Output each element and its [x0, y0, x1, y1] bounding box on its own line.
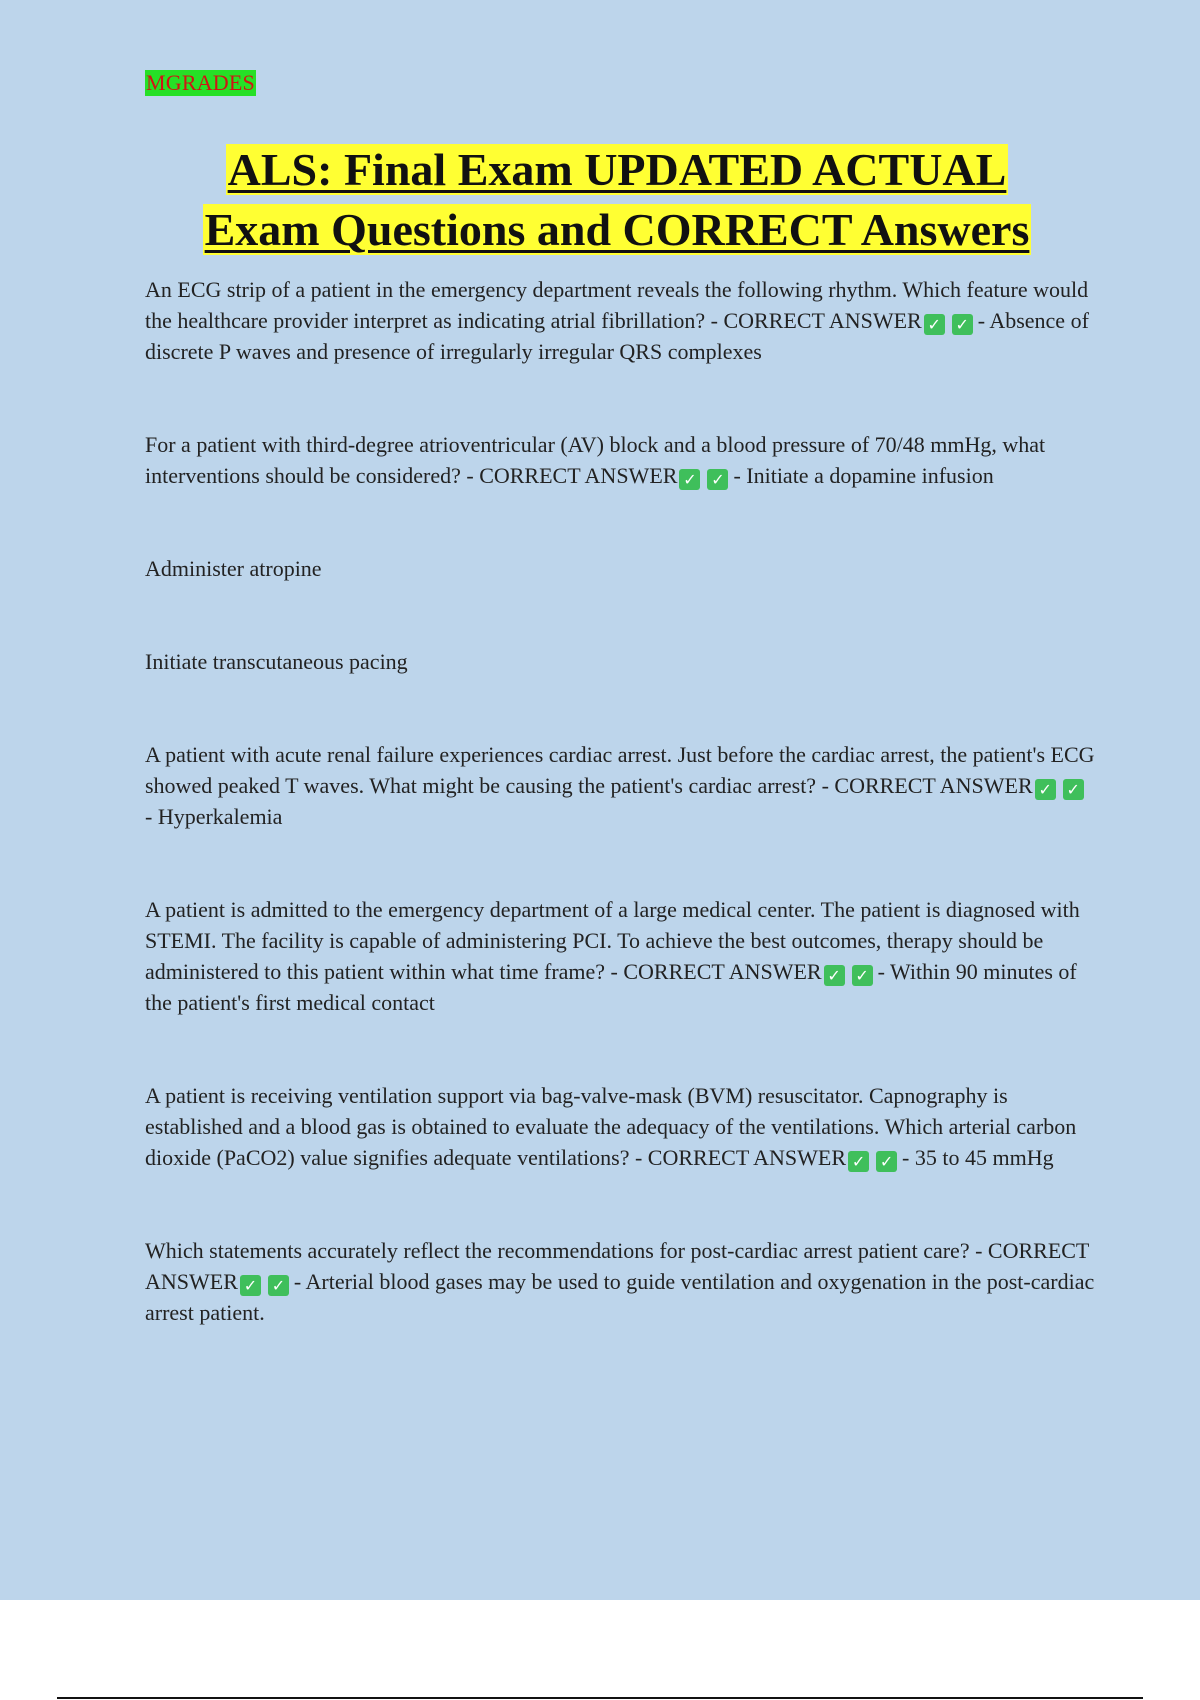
question-text: For a patient with third-degree atrioventricular (AV) block and a blood pressure of 70/48 mmHg, what interventions should be considered? - CORRECT ANSWER: [145, 432, 1046, 488]
document-content: [145, 70, 1095, 1390]
answer-text: - 35 to 45 mmHg: [902, 1145, 1054, 1170]
qa-item: [145, 429, 1095, 491]
check-mark-icon: ✓: [848, 1151, 869, 1172]
answer-option: Initiate transcutaneous pacing: [145, 649, 408, 674]
answer-option: Administer atropine: [145, 556, 322, 581]
answer-text: - Within 90 minutes of the patient's first medical contact: [145, 959, 1077, 1015]
question-text: A patient with acute renal failure experiences cardiac arrest. Just before the cardiac arrest, the patient's ECG showed peaked T waves. What might be causing the patient's cardiac arrest? - CORRECT ANSWER: [145, 742, 1095, 798]
qa-item: [145, 739, 1095, 832]
brand-watermark: MGRADES: [146, 70, 255, 95]
check-mark-icon: ✓: [679, 469, 700, 490]
title-line-1: ALS: Final Exam UPDATED ACTUAL: [227, 144, 1007, 195]
check-mark-icon: ✓: [240, 1275, 261, 1296]
qa-item: [145, 274, 1095, 367]
check-mark-icon: ✓: [1035, 779, 1056, 800]
question-text: An ECG strip of a patient in the emergency department reveals the following rhythm. Which feature would the healthcare provider interpret as indicating atrial fibrillation? - CORRECT ANSWER: [145, 277, 1089, 333]
title-line-2: Exam Questions and CORRECT Answers: [204, 204, 1030, 255]
check-mark-icon: ✓: [852, 965, 873, 986]
check-mark-icon: ✓: [707, 469, 728, 490]
qa-item: [145, 1235, 1095, 1328]
check-mark-icon: ✓: [924, 314, 945, 335]
qa-item: [145, 1080, 1095, 1173]
qa-item: [145, 894, 1095, 1018]
footer-divider: [57, 1697, 1143, 1699]
answer-text: - Absence of discrete P waves and presence of irregularly irregular QRS complexes: [145, 308, 1089, 364]
question-text: A patient is receiving ventilation support via bag-valve-mask (BVM) resuscitator. Capnography is established and a blood gas is obtained to evaluate the adequacy of the ventilations. Which arterial carbon dioxide (PaCO2) value signifies adequate ventilations? - CORRECT ANSWER: [145, 1083, 1077, 1170]
qa-list: [145, 274, 1095, 1328]
check-mark-icon: ✓: [268, 1275, 289, 1296]
answer-text: - Initiate a dopamine infusion: [733, 463, 994, 488]
check-mark-icon: ✓: [1063, 779, 1084, 800]
check-mark-icon: ✓: [824, 965, 845, 986]
answer-text: - Arterial blood gases may be used to guide ventilation and oxygenation in the post-cardiac arrest patient.: [145, 1269, 1095, 1325]
question-text: A patient is admitted to the emergency department of a large medical center. The patient is diagnosed with STEMI. The facility is capable of administering PCI. To achieve the best outcomes, therapy should be administered to this patient within what time frame? - CORRECT ANSWER: [145, 897, 1080, 984]
document-title: [139, 140, 1095, 260]
check-mark-icon: ✓: [952, 314, 973, 335]
answer-text: - Hyperkalemia: [145, 804, 283, 829]
question-text: Which statements accurately reflect the recommendations for post-cardiac arrest patient care? - CORRECT ANSWER: [145, 1238, 1089, 1294]
check-mark-icon: ✓: [876, 1151, 897, 1172]
